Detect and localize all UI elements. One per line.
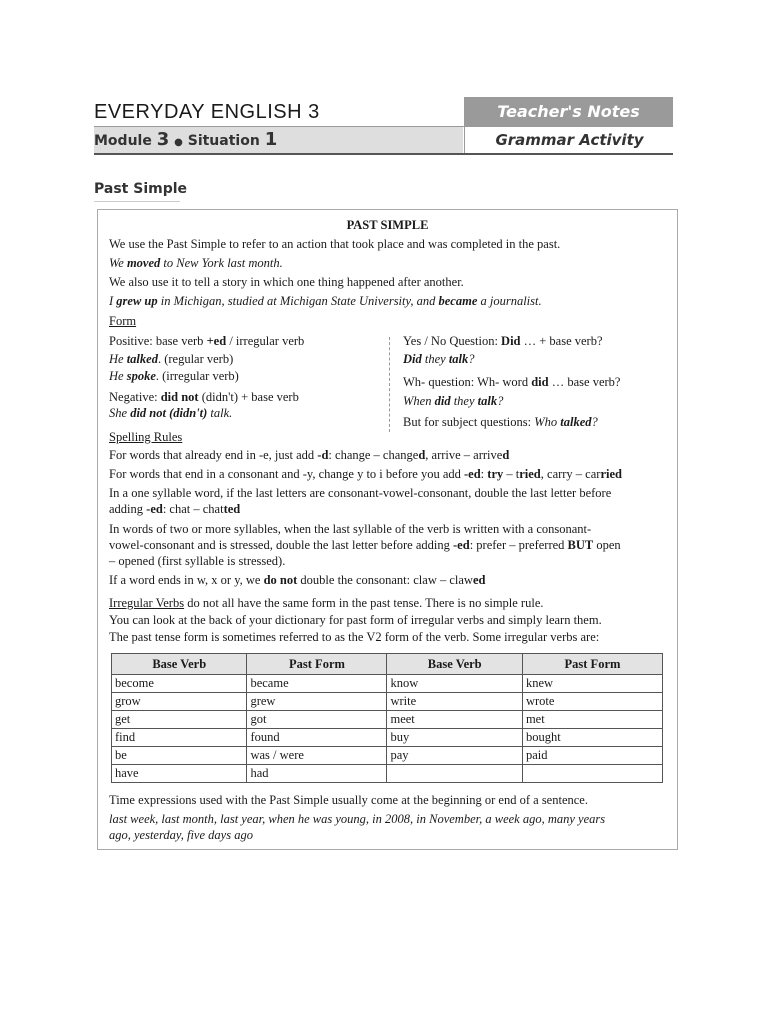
column-divider: [389, 337, 390, 432]
box-title: PAST SIMPLE: [346, 218, 429, 232]
module-situation: [94, 127, 463, 153]
situation-label: Situation: [187, 133, 260, 149]
table-cell: buy: [387, 729, 522, 747]
module-label: Module: [94, 133, 152, 149]
table-cell: meet: [387, 711, 522, 729]
situation-number: 1: [264, 129, 278, 150]
negative-rule: Negative: did not (didn't) + base verb: [109, 390, 299, 404]
table-cell: write: [387, 693, 522, 711]
irregular-line-2: You can look at the back of your dictionary for past form of irregular verbs and simply learn them.: [109, 613, 602, 627]
irregular-line-1: Irregular Verbs do not all have the same form in the past tense. There is no simple rule.: [109, 596, 544, 610]
form-heading: Form: [109, 314, 137, 328]
example-moved: We moved to New York last month.: [109, 256, 283, 270]
table-cell: knew: [522, 675, 662, 693]
spelling-rule-e: For words that already end in -e, just add -d: change – changed, arrive – arrived: [109, 448, 510, 462]
irregular-line-3: The past tense form is sometimes referred to as the V2 form of the verb. Some irregular verbs are:: [109, 630, 600, 644]
module-number: 3: [156, 129, 170, 150]
page-header: [94, 97, 673, 155]
story-line: We also use it to tell a story in which one thing happened after another.: [109, 275, 464, 289]
table-cell: paid: [522, 747, 662, 765]
spelling-rule-cvc-1: In a one syllable word, if the last letters are consonant-vowel-consonant, double the last letter before: [109, 486, 612, 500]
table-cell: get: [112, 711, 247, 729]
book-title: EVERYDAY ENGLISH 3: [94, 101, 320, 123]
module-row: [94, 126, 673, 155]
table-cell: found: [247, 729, 387, 747]
table-row: [112, 711, 663, 729]
teachers-notes-label: Teacher's Notes: [464, 97, 673, 126]
yes-no-example: Did they talk?: [403, 352, 475, 366]
table-row: [112, 675, 663, 693]
time-examples-2: ago, yesterday, five days ago: [109, 828, 253, 842]
table-cell: grew: [247, 693, 387, 711]
subject-question-rule: But for subject questions: Who talked?: [403, 415, 598, 429]
table-cell: find: [112, 729, 247, 747]
example-grew-up: I grew up in Michigan, studied at Michigan State University, and became a journalist.: [109, 294, 542, 308]
time-expressions-line: Time expressions used with the Past Simple usually come at the beginning or end of a sentence.: [109, 793, 588, 807]
table-cell: [387, 765, 522, 783]
irregular-verbs-table: [111, 653, 663, 783]
yes-no-rule: Yes / No Question: Did … + base verb?: [403, 334, 603, 348]
table-cell: know: [387, 675, 522, 693]
negative-example: She did not (didn't) talk.: [109, 406, 233, 420]
time-examples-1: last week, last month, last year, when he was young, in 2008, in November, a week ago, many years: [109, 812, 606, 826]
table-cell: bought: [522, 729, 662, 747]
table-header: Base Verb: [387, 654, 522, 675]
table-cell: have: [112, 765, 247, 783]
section-title: Past Simple: [94, 181, 188, 197]
positive-rule: Positive: base verb +ed / irregular verb: [109, 334, 305, 348]
table-cell: grow: [112, 693, 247, 711]
section-rule: [94, 201, 180, 202]
positive-example-1: He talked. (regular verb): [109, 352, 234, 366]
bullet-separator: ●: [174, 137, 183, 148]
activity-label: Grammar Activity: [464, 127, 674, 153]
table-row: [112, 747, 663, 765]
table-cell: be: [112, 747, 247, 765]
table-cell: become: [112, 675, 247, 693]
table-cell: met: [522, 711, 662, 729]
table-cell: got: [247, 711, 387, 729]
spelling-rule-stress-1: In words of two or more syllables, when the last syllable of the verb is written with a consonant-: [109, 522, 592, 536]
table-cell: wrote: [522, 693, 662, 711]
spelling-rule-cvc-2: adding -ed: chat – chatted: [109, 502, 241, 516]
spelling-rule-stress-2: vowel-consonant and is stressed, double the last letter before adding -ed: prefer – preferred BUT open: [109, 538, 621, 552]
spelling-rule-stress-3: – opened (first syllable is stressed).: [109, 554, 286, 568]
grammar-box: [97, 209, 678, 850]
table-cell: became: [247, 675, 387, 693]
table-header-row: [112, 654, 663, 675]
table-header: Base Verb: [112, 654, 247, 675]
spelling-rule-y: For words that end in a consonant and -y, change y to i before you add -ed: try – tried, carry – carried: [109, 467, 622, 481]
table-header: Past Form: [247, 654, 387, 675]
table-header: Past Form: [522, 654, 662, 675]
table-row: [112, 729, 663, 747]
table-row: [112, 693, 663, 711]
wh-rule: Wh- question: Wh- word did … base verb?: [403, 375, 621, 389]
table-row: [112, 765, 663, 783]
table-cell: [522, 765, 662, 783]
table-cell: had: [247, 765, 387, 783]
spelling-rule-wxy: If a word ends in w, x or y, we do not double the consonant: claw – clawed: [109, 573, 486, 587]
positive-example-2: He spoke. (irregular verb): [109, 369, 239, 383]
spelling-heading: Spelling Rules: [109, 430, 183, 444]
wh-example: When did they talk?: [403, 394, 504, 408]
intro-line: We use the Past Simple to refer to an action that took place and was completed in the past.: [109, 237, 561, 251]
table-cell: pay: [387, 747, 522, 765]
table-cell: was / were: [247, 747, 387, 765]
